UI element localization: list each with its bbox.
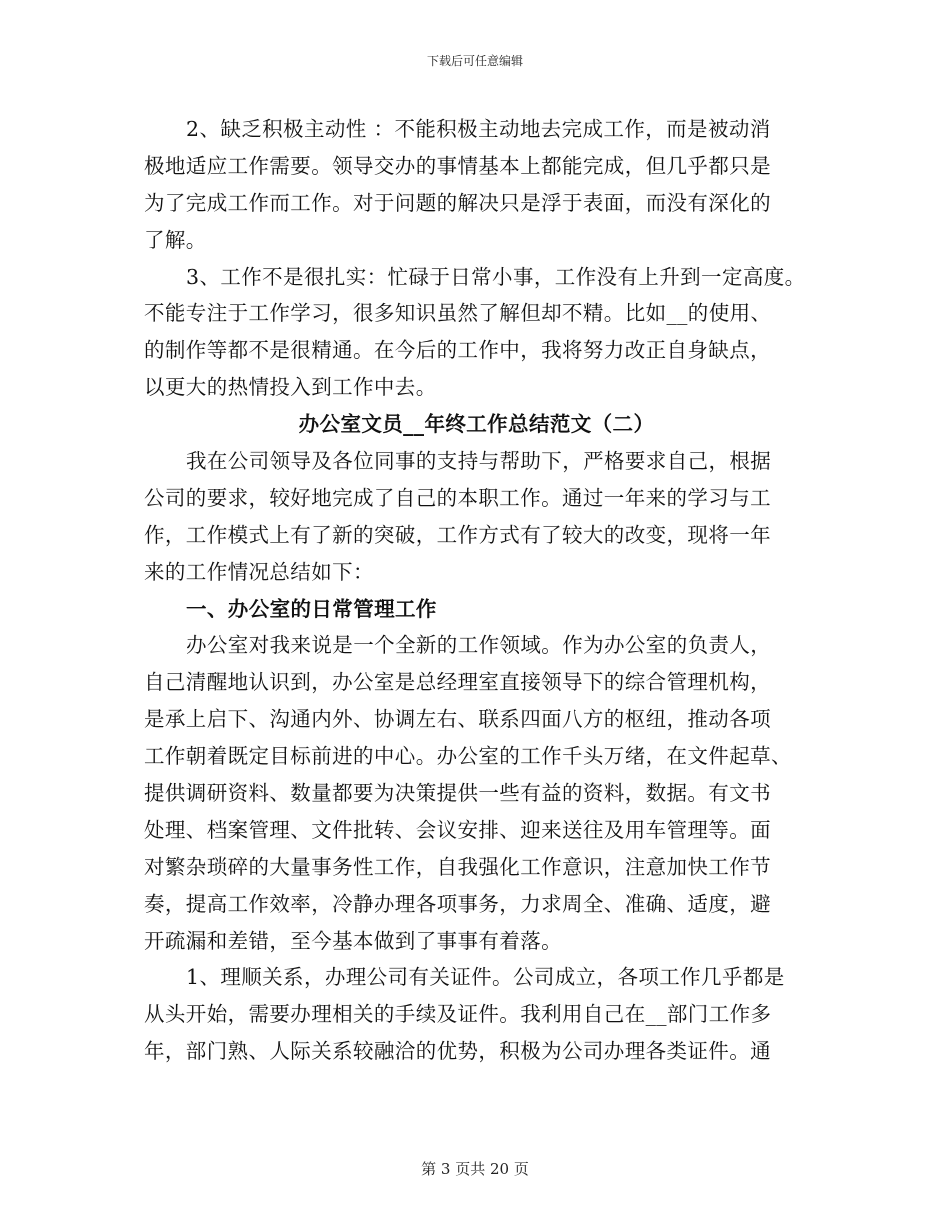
subsection-heading: 一、办公室的日常管理工作 (186, 596, 437, 621)
paragraph-line: 提供调研资料、数量都要为决策提供一些有益的资料，数据。有文书 (144, 781, 771, 806)
paragraph-line: 1、理顺关系，办理公司有关证件。公司成立，各项工作几乎都是 (186, 965, 785, 990)
paragraph-line: 不能专注于工作学习，很多知识虽然了解但却不精。比如__的使用、 (144, 301, 772, 326)
paragraph-line: 自己清醒地认识到，办公室是总经理室直接领导下的综合管理机构， (144, 670, 771, 695)
page-header: 下载后可任意编辑 (426, 54, 523, 68)
paragraph-line: 是承上启下、沟通内外、协调左右、联系四面八方的枢纽，推动各项 (144, 707, 771, 732)
paragraph-line: 奏，提高工作效率，冷静办理各项事务，力求周全、准确、适度，避 (144, 891, 771, 916)
paragraph-line: 开疏漏和差错，至今基本做到了事事有着落。 (144, 928, 562, 953)
paragraph-line: 工作朝着既定目标前进的中心。办公室的工作千头万绪，在文件起草、 (144, 744, 792, 769)
paragraph-line: 的制作等都不是很精通。在今后的工作中，我将努力改正自身缺点， (144, 338, 771, 363)
paragraph-line: 3、工作不是很扎实：忙碌于日常小事，工作没有上升到一定高度。 (186, 264, 806, 289)
paragraph-line: 极地适应工作需要。领导交办的事情基本上都能完成，但几乎都只是 (144, 153, 771, 178)
paragraph-line: 为了完成工作而工作。对于问题的解决只是浮于表面，而没有深化的 (144, 190, 771, 215)
paragraph-line: 年，部门熟、人际关系较融洽的优势，积极为公司办理各类证件。通 (144, 1039, 771, 1064)
document-body (144, 111, 809, 1070)
paragraph-line: 对繁杂琐碎的大量事务性工作，自我强化工作意识，注意加快工作节 (144, 854, 771, 879)
paragraph-line: 公司的要求，较好地完成了自己的本职工作。通过一年来的学习与工 (144, 485, 771, 510)
paragraph-line: 处理、档案管理、文件批转、会议安排、迎来送往及用车管理等。面 (144, 817, 771, 842)
paragraph-line: 2、缺乏积极主动性 ：不能积极主动地去完成工作，而是被动消 (186, 117, 771, 141)
section-title: 办公室文员__年终工作总结范文（二） (298, 412, 655, 437)
paragraph-line: 我在公司领导及各位同事的支持与帮助下，严格要求自己，根据 (186, 449, 772, 474)
paragraph-line: 办公室对我来说是一个全新的工作领域。作为办公室的负责人， (186, 633, 772, 658)
paragraph-line: 了解。 (144, 227, 207, 252)
paragraph-line: 以更大的热情投入到工作中去。 (144, 375, 437, 400)
paragraph-line: 从头开始，需要办理相关的手续及证件。我利用自己在__部门工作多 (144, 1002, 772, 1027)
page-footer: 第 3 页共 20 页 (421, 1160, 529, 1178)
paragraph-line: 来的工作情况总结如下： (144, 559, 374, 584)
paragraph-line: 作，工作模式上有了新的突破，工作方式有了较大的改变，现将一年 (144, 522, 771, 547)
